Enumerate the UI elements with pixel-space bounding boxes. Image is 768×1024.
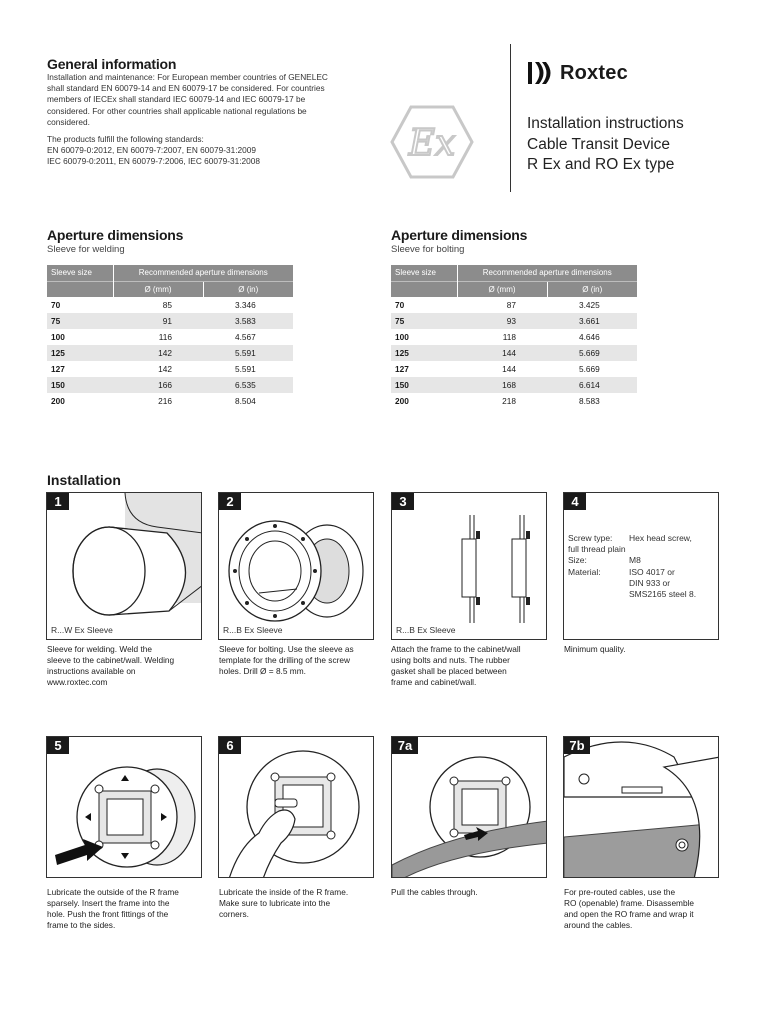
cell-sleeve-size: 127 — [395, 364, 409, 374]
cell-mm: 218 — [502, 396, 516, 406]
table-row — [47, 345, 293, 361]
cell-sleeve-size: 100 — [51, 332, 65, 342]
cell-mm: 168 — [457, 377, 547, 393]
table-row — [391, 313, 637, 329]
caption-line: Make sure to lubricate into the — [219, 898, 331, 908]
installation-title: Installation — [47, 472, 121, 488]
col-empty — [391, 281, 457, 297]
step-6-caption — [219, 887, 377, 920]
roxtec-logo — [527, 60, 628, 86]
col-mm: Ø (mm) — [457, 281, 547, 297]
spec-key: Size: — [568, 555, 587, 566]
cell-sleeve-size: 70 — [51, 300, 61, 310]
bolting-rows — [391, 297, 637, 409]
spec-value: SMS2165 steel 8. — [629, 589, 697, 600]
step-7b-panel — [563, 736, 719, 878]
caption-line: using bolts and nuts. The rubber — [391, 655, 510, 665]
spec-key: Material: — [568, 566, 601, 577]
col-in: Ø (in) — [203, 281, 293, 297]
standards-text — [47, 134, 372, 168]
col-in: Ø (in) — [547, 281, 637, 297]
step-7a-caption — [391, 887, 549, 898]
table-row — [47, 393, 293, 409]
title-line: Cable Transit Device — [527, 135, 671, 153]
cell-in: 6.614 — [547, 377, 637, 393]
lubricate-frame-illustration — [219, 737, 374, 878]
step-5-caption — [47, 887, 205, 931]
cell-sleeve-size: 150 — [391, 377, 457, 393]
cell-sleeve-size: 75 — [47, 313, 113, 329]
step-3-caption — [391, 644, 549, 688]
table-row — [47, 361, 293, 377]
bolt-sleeve-illustration — [219, 493, 374, 640]
caption-line: template for the drilling of the screw — [219, 655, 350, 665]
step-4-caption — [564, 644, 722, 655]
step-6-panel — [218, 736, 374, 878]
cell-mm: 118 — [502, 332, 516, 342]
caption-line: Minimum quality. — [564, 644, 626, 654]
caption-line: frame and cabinet/wall. — [391, 677, 477, 687]
step-4-panel — [563, 492, 719, 640]
cell-mm: 93 — [457, 313, 547, 329]
caption-line: hole. Push the front fittings of the — [47, 909, 169, 919]
brand-name: Roxtec — [560, 61, 628, 84]
caption-line: sparsely. Insert the frame into the — [47, 898, 170, 908]
step-label: R...B Ex Sleeve — [223, 625, 283, 635]
caption-line: For pre-routed cables, use the — [564, 887, 676, 897]
caption-line: Sleeve for bolting. Use the sleeve as — [219, 644, 354, 654]
cell-mm: 87 — [506, 300, 516, 310]
col-empty — [47, 281, 113, 297]
spec-value: Hex head screw, — [629, 533, 692, 543]
cell-sleeve-size: 100 — [395, 332, 409, 342]
header-divider — [510, 44, 511, 192]
caption-line: holes. Drill Ø = 8.5 mm. — [219, 666, 306, 676]
caption-line: RO (openable) frame. Disassemble — [564, 898, 695, 908]
aperture-bolting-subtitle: Sleeve for bolting — [391, 244, 465, 255]
weld-sleeve-illustration — [47, 493, 202, 640]
table-row — [391, 297, 637, 313]
spec-value: DIN 933 or — [629, 577, 671, 588]
col-recommended: Recommended aperture dimensions — [113, 265, 293, 281]
cell-mm: 166 — [113, 377, 203, 393]
cell-in: 5.591 — [203, 345, 293, 361]
title-line: Installation instructions — [527, 115, 684, 132]
cell-in: 4.567 — [235, 332, 256, 342]
step-7a-panel — [391, 736, 547, 878]
cell-mm: 144 — [457, 345, 547, 361]
svg-text:Ex: Ex — [408, 123, 456, 164]
step-number: 7b — [564, 737, 590, 754]
caption-line: gasket shall be placed between — [391, 666, 507, 676]
aperture-bolting-table — [391, 265, 637, 409]
cell-sleeve-size: 75 — [391, 313, 457, 329]
caption-line: around the cables. — [564, 920, 633, 930]
spec-value: full thread plain — [568, 544, 626, 555]
general-line: Installation and maintenance: For European member countries of GENELEC — [47, 72, 328, 82]
cell-mm: 91 — [113, 313, 203, 329]
step-number: 5 — [47, 737, 69, 754]
standards-line: The products fulfill the following standards: — [47, 134, 204, 145]
general-line: considered. — [47, 116, 90, 127]
step-1-panel — [46, 492, 202, 640]
step-number: 1 — [47, 493, 69, 510]
cell-sleeve-size: 200 — [395, 396, 409, 406]
table-row — [47, 313, 293, 329]
cell-in: 5.669 — [547, 345, 637, 361]
col-mm: Ø (mm) — [113, 281, 203, 297]
cell-mm: 116 — [158, 332, 172, 342]
ro-frame-illustration — [564, 737, 719, 878]
aperture-bolting-section — [391, 227, 527, 255]
cell-in: 5.591 — [235, 364, 256, 374]
general-information — [47, 56, 372, 168]
general-information-title: General information — [47, 56, 177, 72]
aperture-welding-section — [47, 227, 183, 255]
step-label: R...W Ex Sleeve — [51, 625, 113, 635]
table-row — [391, 377, 637, 393]
step-number: 7a — [392, 737, 418, 754]
caption-line: corners. — [219, 909, 249, 919]
general-line: shall standard EN 60079-14 and EN 60079-17 be considered. For countries — [47, 83, 325, 94]
caption-line: Pull the cables through. — [391, 887, 478, 897]
insert-frame-illustration — [47, 737, 202, 878]
general-information-text — [47, 72, 372, 128]
aperture-bolting-title: Aperture dimensions — [391, 227, 528, 243]
step-1-caption — [47, 644, 205, 688]
cell-sleeve-size: 150 — [47, 377, 113, 393]
standards-line: EN 60079-0:2012, EN 60079-7:2007, EN 60079-31:2009 — [47, 145, 256, 156]
bolted-frame-illustration — [392, 493, 547, 640]
caption-line: sleeve to the cabinet/wall. Welding — [47, 655, 175, 665]
cell-mm: 144 — [502, 364, 516, 374]
caption-line: and open the RO frame and wrap it — [564, 909, 694, 919]
step-number: 4 — [564, 493, 586, 510]
caption-line: Sleeve for welding. Weld the — [47, 644, 152, 654]
cell-in: 6.535 — [203, 377, 293, 393]
standards-line: IEC 60079-0:2011, EN 60079-7:2006, IEC 60079-31:2008 — [47, 156, 260, 167]
general-line: members of IECEx shall standard IEC 60079-14 and IEC 60079-17 be — [47, 94, 306, 105]
step-label: R...B Ex Sleeve — [396, 625, 456, 635]
step-7b-caption — [564, 887, 722, 931]
cell-mm: 216 — [158, 396, 172, 406]
spec-key: Screw type: — [568, 533, 613, 543]
cell-in: 5.669 — [579, 364, 600, 374]
step-number: 2 — [219, 493, 241, 510]
cell-sleeve-size: 127 — [51, 364, 65, 374]
caption-line: Lubricate the outside of the R frame — [47, 887, 179, 897]
caption-line: Attach the frame to the cabinet/wall — [391, 644, 521, 654]
step-number: 6 — [219, 737, 241, 754]
ex-atex-icon — [390, 103, 474, 181]
caption-line: Lubricate the inside of the R frame. — [219, 887, 349, 897]
aperture-welding-title: Aperture dimensions — [47, 227, 184, 243]
general-line: considered. For other countries shall applicable national regulations be — [47, 105, 307, 116]
title-line: R Ex and RO Ex type — [527, 156, 675, 173]
table-row — [47, 329, 293, 345]
cell-mm: 142 — [158, 364, 172, 374]
table-row — [47, 297, 293, 313]
screw-spec — [568, 533, 716, 600]
step-5-panel — [46, 736, 202, 878]
document-title — [527, 114, 757, 176]
cell-in: 3.661 — [547, 313, 637, 329]
cell-in: 8.504 — [235, 396, 256, 406]
cell-mm: 85 — [162, 300, 172, 310]
cell-in: 3.425 — [579, 300, 600, 310]
step-number: 3 — [392, 493, 414, 510]
cell-in: 4.646 — [579, 332, 600, 342]
cell-sleeve-size: 70 — [395, 300, 405, 310]
cell-sleeve-size: 125 — [47, 345, 113, 361]
welding-rows — [47, 297, 293, 409]
aperture-welding-table — [47, 265, 293, 409]
pull-cables-illustration — [392, 737, 547, 878]
roxtec-mark-icon — [527, 60, 554, 86]
caption-line: frame to the sides. — [47, 920, 116, 930]
table-row — [391, 393, 637, 409]
step-2-caption — [219, 644, 377, 677]
step-3-panel — [391, 492, 547, 640]
cell-sleeve-size: 125 — [391, 345, 457, 361]
cell-mm: 142 — [113, 345, 203, 361]
caption-line: www.roxtec.com — [47, 677, 108, 687]
cell-sleeve-size: 200 — [51, 396, 65, 406]
col-sleeve-size: Sleeve size — [47, 265, 113, 281]
table-row — [47, 377, 293, 393]
aperture-welding-subtitle: Sleeve for welding — [47, 244, 125, 255]
table-row — [391, 329, 637, 345]
cell-in: 8.583 — [579, 396, 600, 406]
col-sleeve-size: Sleeve size — [391, 265, 457, 281]
caption-line: instructions available on — [47, 666, 136, 676]
step-2-panel — [218, 492, 374, 640]
cell-in: 3.583 — [203, 313, 293, 329]
table-row — [391, 361, 637, 377]
table-row — [391, 345, 637, 361]
spec-value: ISO 4017 or — [629, 566, 675, 577]
spec-value: M8 — [629, 555, 641, 566]
col-recommended: Recommended aperture dimensions — [457, 265, 637, 281]
cell-in: 3.346 — [235, 300, 256, 310]
